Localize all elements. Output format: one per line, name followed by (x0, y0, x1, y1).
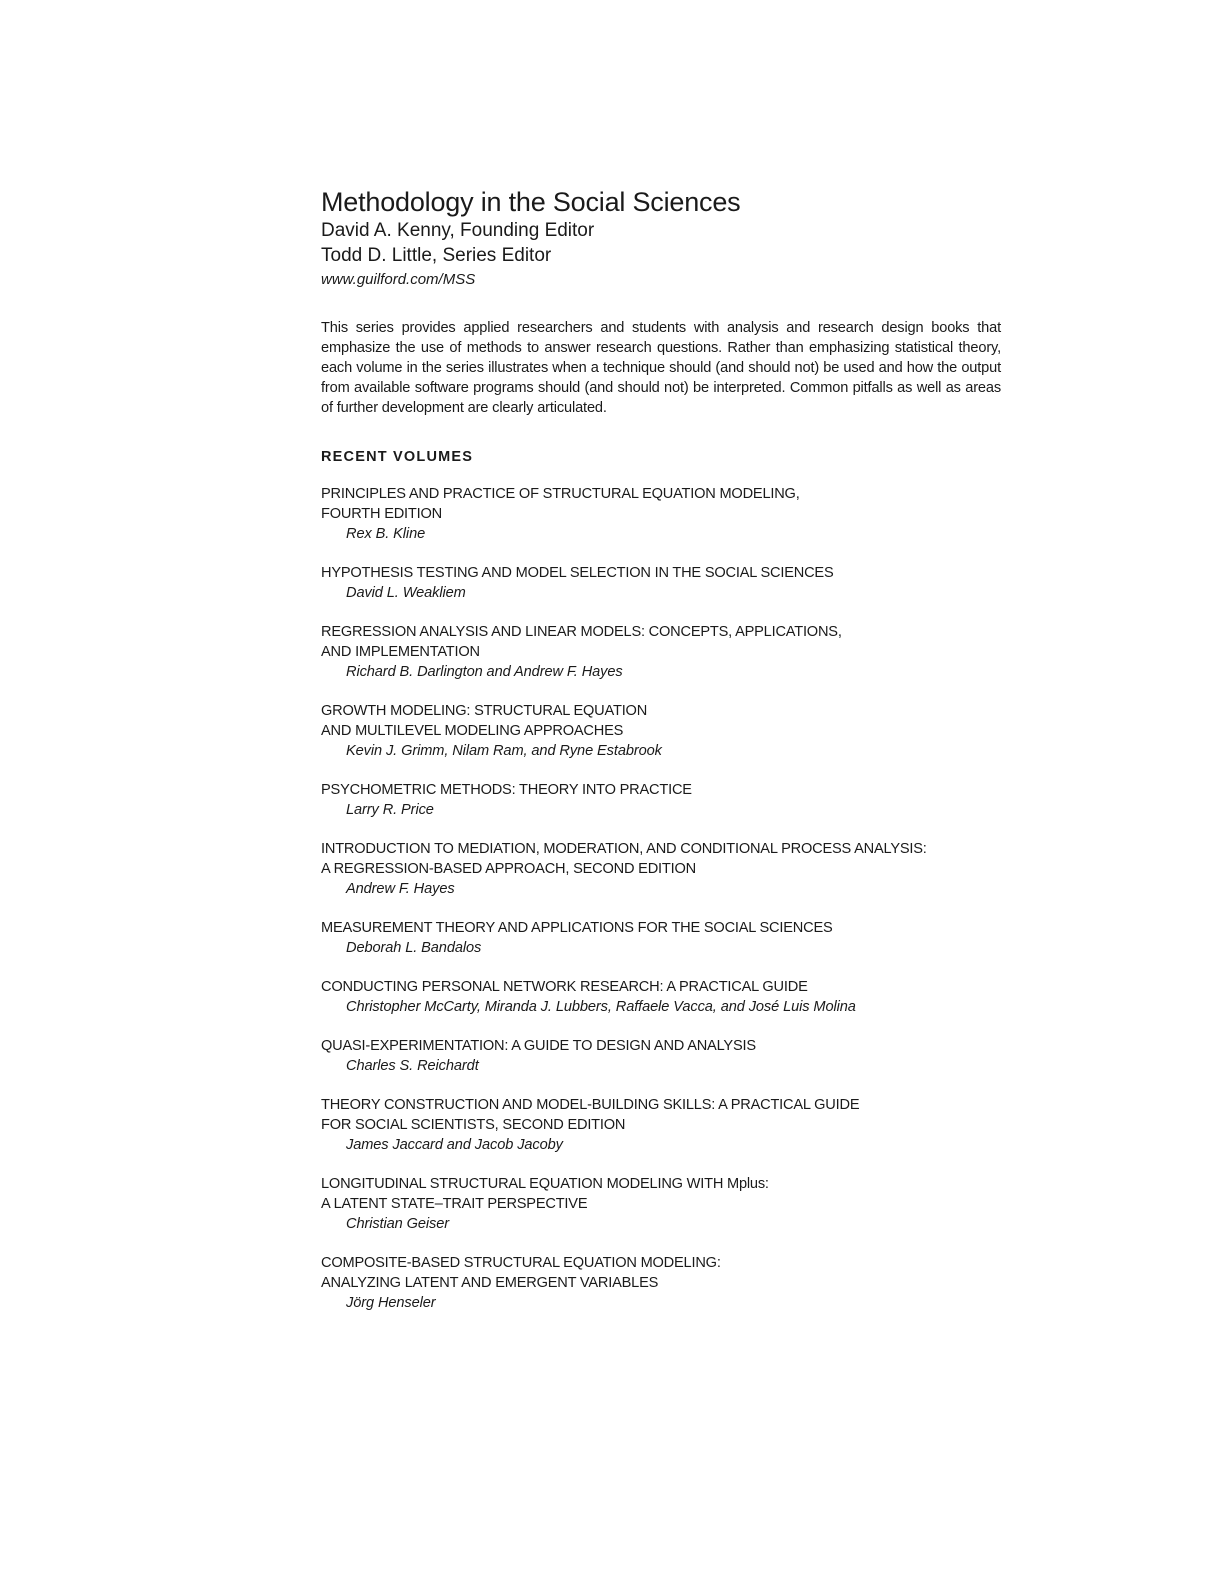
volume-item (321, 1174, 1001, 1234)
volume-item (321, 977, 1001, 1017)
series-editor: Todd D. Little, Series Editor (321, 245, 552, 266)
volume-item (321, 839, 1001, 899)
volume-item (321, 622, 1001, 682)
volume-title: INTRODUCTION TO MEDIATION, MODERATION, AND CONDITIONAL PROCESS ANALYSIS: A REGRESSION-BASED APPROACH, SECOND EDITION (321, 841, 927, 877)
volume-authors: Larry R. Price (346, 802, 434, 818)
series-url: www.guilford.com/MSS (321, 271, 476, 288)
volume-title: COMPOSITE-BASED STRUCTURAL EQUATION MODELING: ANALYZING LATENT AND EMERGENT VARIABLES (321, 1255, 721, 1291)
volume-authors: Rex B. Kline (346, 526, 426, 542)
recent-volumes-heading: RECENT VOLUMES (321, 449, 474, 465)
volume-authors: Kevin J. Grimm, Nilam Ram, and Ryne Estabrook (346, 743, 662, 759)
volume-title: PSYCHOMETRIC METHODS: THEORY INTO PRACTICE (321, 782, 692, 798)
volume-authors: James Jaccard and Jacob Jacoby (346, 1137, 563, 1153)
volume-title: MEASUREMENT THEORY AND APPLICATIONS FOR THE SOCIAL SCIENCES (321, 920, 833, 936)
volume-item (321, 1036, 1001, 1076)
volume-title: QUASI-EXPERIMENTATION: A GUIDE TO DESIGN AND ANALYSIS (321, 1038, 756, 1054)
volume-item (321, 1253, 1001, 1313)
volume-title: GROWTH MODELING: STRUCTURAL EQUATION AND MULTILEVEL MODELING APPROACHES (321, 703, 648, 739)
volume-authors: Charles S. Reichardt (346, 1058, 479, 1074)
volume-title: CONDUCTING PERSONAL NETWORK RESEARCH: A PRACTICAL GUIDE (321, 979, 808, 995)
volume-authors: Andrew F. Hayes (346, 881, 455, 897)
volume-list (321, 484, 1001, 1313)
volume-authors: Christopher McCarty, Miranda J. Lubbers, Raffaele Vacca, and José Luis Molina (346, 999, 856, 1015)
volume-item (321, 1095, 1001, 1155)
volume-title: REGRESSION ANALYSIS AND LINEAR MODELS: CONCEPTS, APPLICATIONS, AND IMPLEMENTATION (321, 624, 842, 660)
volume-item (321, 918, 1001, 958)
series-description: This series provides applied researchers and students with analysis and research design books that emphasize the use of methods to answer research questions. Rather than emphasizing statistical theory, each volume in the series illustrates when a technique should (and should not) be used and how the output from available software programs should (and should not) be interpreted. Common pitfalls as well as areas of further development are clearly articulated. (321, 320, 1001, 416)
volume-item (321, 701, 1001, 761)
volume-title: LONGITUDINAL STRUCTURAL EQUATION MODELING WITH Mplus: A LATENT STATE–TRAIT PERSPECTIVE (321, 1176, 769, 1212)
volume-authors: Jörg Henseler (346, 1295, 436, 1311)
volume-authors: Richard B. Darlington and Andrew F. Hayes (346, 664, 623, 680)
volume-title: HYPOTHESIS TESTING AND MODEL SELECTION IN THE SOCIAL SCIENCES (321, 565, 834, 581)
volume-authors: David L. Weakliem (346, 585, 466, 601)
series-page (321, 186, 1001, 1332)
founding-editor: David A. Kenny, Founding Editor (321, 220, 595, 241)
volume-item (321, 780, 1001, 820)
volume-title: THEORY CONSTRUCTION AND MODEL-BUILDING SKILLS: A PRACTICAL GUIDE FOR SOCIAL SCIENTISTS, SECOND EDITION (321, 1097, 860, 1133)
volume-authors: Deborah L. Bandalos (346, 940, 482, 956)
volume-item (321, 563, 1001, 603)
volume-authors: Christian Geiser (346, 1216, 450, 1232)
volume-item (321, 484, 1001, 544)
series-title: Methodology in the Social Sciences (321, 187, 741, 217)
volume-title: PRINCIPLES AND PRACTICE OF STRUCTURAL EQUATION MODELING, FOURTH EDITION (321, 486, 800, 522)
